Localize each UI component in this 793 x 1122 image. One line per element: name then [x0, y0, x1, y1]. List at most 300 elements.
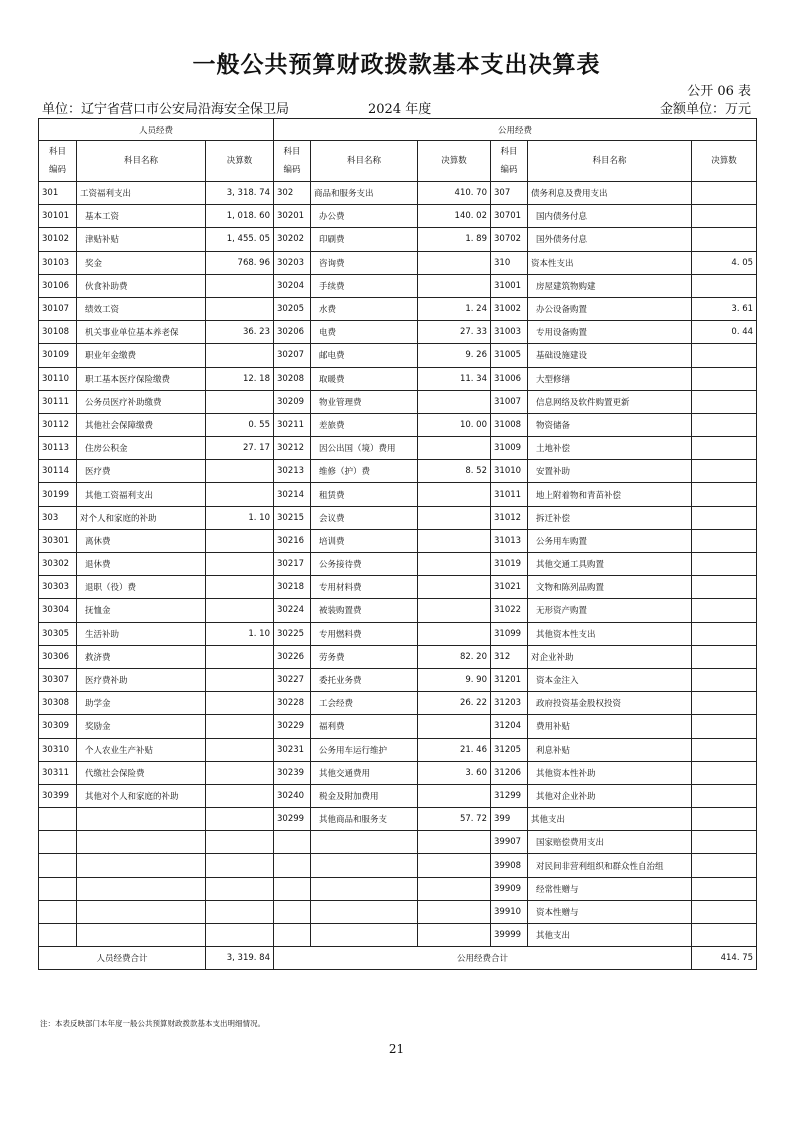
public-name: 国内债务付息 [528, 205, 692, 228]
public-name: 资本性支出 [528, 251, 692, 274]
personnel-amount [206, 460, 274, 483]
personnel-amount: 1. 10 [206, 506, 274, 529]
public-name: 税金及附加费用 [311, 784, 418, 807]
public-amount: 3. 61 [692, 297, 757, 320]
public-amount [692, 668, 757, 691]
public-amount: 27. 33 [418, 321, 491, 344]
public-amount [418, 390, 491, 413]
table-row [39, 321, 757, 344]
table-row [39, 622, 757, 645]
table-row [39, 715, 757, 738]
table-row [39, 761, 757, 784]
table-row [39, 831, 757, 854]
table-row [39, 483, 757, 506]
public-code: 30702 [491, 228, 528, 251]
public-header: 公用经费 [274, 119, 757, 141]
public-code: 30213 [274, 460, 311, 483]
public-amount [418, 274, 491, 297]
public-name: 维修（护）费 [311, 460, 418, 483]
public-amount: 10. 00 [418, 413, 491, 436]
public-amount [692, 738, 757, 761]
personnel-code: 30307 [39, 668, 77, 691]
personnel-name: 伙食补助费 [77, 274, 206, 297]
personnel-code: 30399 [39, 784, 77, 807]
code-header: 科目 编码 [274, 141, 311, 182]
personnel-total-label: 人员经费合计 [39, 947, 206, 970]
public-amount [692, 228, 757, 251]
personnel-name: 助学金 [77, 692, 206, 715]
personnel-name: 对个人和家庭的补助 [77, 506, 206, 529]
table-row [39, 576, 757, 599]
public-code: 31205 [491, 738, 528, 761]
personnel-name: 代缴社会保险费 [77, 761, 206, 784]
personnel-amount [206, 692, 274, 715]
table-row [39, 251, 757, 274]
public-name: 经常性赠与 [528, 877, 692, 900]
personnel-amount [206, 274, 274, 297]
personnel-name: 救济费 [77, 645, 206, 668]
personnel-name: 奖励金 [77, 715, 206, 738]
public-name: 邮电费 [311, 344, 418, 367]
public-name: 手续费 [311, 274, 418, 297]
public-name: 专用设备购置 [528, 321, 692, 344]
public-name: 土地补偿 [528, 437, 692, 460]
public-amount: 26. 22 [418, 692, 491, 715]
public-name [311, 900, 418, 923]
public-amount [692, 483, 757, 506]
personnel-amount [206, 924, 274, 947]
public-name: 差旅费 [311, 413, 418, 436]
personnel-code: 30306 [39, 645, 77, 668]
table-row [39, 924, 757, 947]
public-amount: 8. 52 [418, 460, 491, 483]
public-code: 30215 [274, 506, 311, 529]
public-name: 工会经费 [311, 692, 418, 715]
public-code [274, 877, 311, 900]
public-amount [418, 784, 491, 807]
public-name: 物资储备 [528, 413, 692, 436]
public-name [311, 831, 418, 854]
public-amount: 0. 44 [692, 321, 757, 344]
public-name: 办公费 [311, 205, 418, 228]
public-amount: 11. 34 [418, 367, 491, 390]
personnel-amount [206, 738, 274, 761]
public-name: 公务接待费 [311, 553, 418, 576]
personnel-code: 30107 [39, 297, 77, 320]
public-amount [692, 390, 757, 413]
personnel-name: 退职（役）费 [77, 576, 206, 599]
public-code: 31299 [491, 784, 528, 807]
personnel-amount [206, 344, 274, 367]
personnel-code [39, 924, 77, 947]
public-amount [418, 924, 491, 947]
public-code: 31005 [491, 344, 528, 367]
public-name: 无形资产购置 [528, 599, 692, 622]
public-code: 31204 [491, 715, 528, 738]
table-row [39, 900, 757, 923]
public-code: 31012 [491, 506, 528, 529]
public-amount [692, 924, 757, 947]
personnel-name [77, 877, 206, 900]
public-code: 30209 [274, 390, 311, 413]
table-row [39, 228, 757, 251]
public-name: 因公出国（境）费用 [311, 437, 418, 460]
public-code: 31022 [491, 599, 528, 622]
personnel-code: 30112 [39, 413, 77, 436]
public-name: 专用材料费 [311, 576, 418, 599]
report-year: 2024 年度 [368, 102, 432, 117]
public-amount: 410. 70 [418, 182, 491, 205]
personnel-name: 退休费 [77, 553, 206, 576]
table-row [39, 182, 757, 205]
public-code: 30701 [491, 205, 528, 228]
public-amount [692, 506, 757, 529]
public-name: 其他交通工具购置 [528, 553, 692, 576]
public-name: 其他商品和服务支 [311, 808, 418, 831]
table-row [39, 529, 757, 552]
personnel-amount: 12. 18 [206, 367, 274, 390]
personnel-amount: 1, 455. 05 [206, 228, 274, 251]
public-code: 39908 [491, 854, 528, 877]
public-amount: 9. 90 [418, 668, 491, 691]
personnel-name: 基本工资 [77, 205, 206, 228]
public-name: 资本金注入 [528, 668, 692, 691]
table-row [39, 274, 757, 297]
personnel-amount: 1, 018. 60 [206, 205, 274, 228]
public-name: 其他支出 [528, 924, 692, 947]
personnel-name: 离休费 [77, 529, 206, 552]
personnel-code: 30305 [39, 622, 77, 645]
public-code: 307 [491, 182, 528, 205]
public-amount [418, 877, 491, 900]
public-code: 31019 [491, 553, 528, 576]
table-header-group-row [39, 119, 757, 141]
personnel-name: 职业年金缴费 [77, 344, 206, 367]
personnel-amount [206, 576, 274, 599]
table-row [39, 645, 757, 668]
public-amount [692, 367, 757, 390]
personnel-amount [206, 599, 274, 622]
public-code [274, 924, 311, 947]
personnel-name: 医疗费补助 [77, 668, 206, 691]
public-code: 30226 [274, 645, 311, 668]
public-code: 30212 [274, 437, 311, 460]
public-amount [692, 645, 757, 668]
public-amount [418, 251, 491, 274]
personnel-code: 30102 [39, 228, 77, 251]
public-code: 31006 [491, 367, 528, 390]
personnel-code: 30303 [39, 576, 77, 599]
personnel-amount [206, 297, 274, 320]
personnel-name [77, 808, 206, 831]
public-code: 30240 [274, 784, 311, 807]
personnel-code: 30110 [39, 367, 77, 390]
personnel-amount: 768. 96 [206, 251, 274, 274]
public-amount [692, 553, 757, 576]
personnel-amount: 0. 55 [206, 413, 274, 436]
public-code: 30216 [274, 529, 311, 552]
public-name: 费用补贴 [528, 715, 692, 738]
public-amount [692, 622, 757, 645]
personnel-name: 公务员医疗补助缴费 [77, 390, 206, 413]
personnel-amount [206, 854, 274, 877]
name-header: 科目名称 [528, 141, 692, 182]
personnel-amount [206, 808, 274, 831]
public-code: 30228 [274, 692, 311, 715]
public-code: 30204 [274, 274, 311, 297]
table-row [39, 668, 757, 691]
public-name: 专用燃料费 [311, 622, 418, 645]
public-name: 公务用车购置 [528, 529, 692, 552]
personnel-code: 30113 [39, 437, 77, 460]
public-name: 对企业补助 [528, 645, 692, 668]
public-amount: 57. 72 [418, 808, 491, 831]
public-name [311, 877, 418, 900]
public-name: 物业管理费 [311, 390, 418, 413]
personnel-amount [206, 831, 274, 854]
public-code: 31009 [491, 437, 528, 460]
reporting-unit: 单位：辽宁省营口市公安局沿海安全保卫局 [42, 102, 290, 117]
public-name: 对民间非营利组织和群众性自治组 [528, 854, 692, 877]
public-code: 30214 [274, 483, 311, 506]
public-code: 31201 [491, 668, 528, 691]
footnote: 注：本表反映部门本年度一般公共预算财政拨款基本支出明细情况。 [40, 1019, 265, 1028]
personnel-code [39, 900, 77, 923]
public-name [311, 924, 418, 947]
amount-header: 决算数 [418, 141, 491, 182]
public-amount [692, 877, 757, 900]
personnel-code: 30311 [39, 761, 77, 784]
personnel-amount [206, 715, 274, 738]
public-name: 其他支出 [528, 808, 692, 831]
public-name: 其他资本性补助 [528, 761, 692, 784]
personnel-code [39, 877, 77, 900]
public-code: 30203 [274, 251, 311, 274]
personnel-amount: 1. 10 [206, 622, 274, 645]
public-amount [692, 715, 757, 738]
public-code: 39910 [491, 900, 528, 923]
public-name: 被装购置费 [311, 599, 418, 622]
personnel-code: 30101 [39, 205, 77, 228]
table-row [39, 599, 757, 622]
public-code: 31007 [491, 390, 528, 413]
public-code: 39909 [491, 877, 528, 900]
personnel-name: 抚恤金 [77, 599, 206, 622]
code-header: 科目 编码 [39, 141, 77, 182]
personnel-name [77, 831, 206, 854]
public-name: 咨询费 [311, 251, 418, 274]
personnel-code: 303 [39, 506, 77, 529]
public-name: 办公设备购置 [528, 297, 692, 320]
personnel-name: 医疗费 [77, 460, 206, 483]
table-row [39, 390, 757, 413]
public-name: 其他资本性支出 [528, 622, 692, 645]
page-number: 21 [388, 1042, 405, 1056]
personnel-name: 工资福利支出 [77, 182, 206, 205]
name-header: 科目名称 [311, 141, 418, 182]
public-name: 国家赔偿费用支出 [528, 831, 692, 854]
public-amount: 4. 05 [692, 251, 757, 274]
code-header: 科目 编码 [491, 141, 528, 182]
public-code: 30299 [274, 808, 311, 831]
public-code: 30229 [274, 715, 311, 738]
table-row [39, 367, 757, 390]
public-code: 30205 [274, 297, 311, 320]
table-row [39, 344, 757, 367]
public-amount [692, 274, 757, 297]
public-name: 福利费 [311, 715, 418, 738]
public-name: 债务利息及费用支出 [528, 182, 692, 205]
form-code: 公开 06 表 [687, 84, 751, 99]
public-amount [418, 576, 491, 599]
public-amount [418, 831, 491, 854]
personnel-name: 职工基本医疗保险缴费 [77, 367, 206, 390]
public-code: 30224 [274, 599, 311, 622]
public-code: 302 [274, 182, 311, 205]
personnel-header: 人员经费 [39, 119, 274, 141]
table-row [39, 553, 757, 576]
public-amount [418, 483, 491, 506]
public-name: 电费 [311, 321, 418, 344]
public-name: 会议费 [311, 506, 418, 529]
public-name: 其他对企业补助 [528, 784, 692, 807]
personnel-amount [206, 529, 274, 552]
table-row [39, 506, 757, 529]
public-amount: 82. 20 [418, 645, 491, 668]
public-code: 31013 [491, 529, 528, 552]
public-code: 30201 [274, 205, 311, 228]
table-row [39, 692, 757, 715]
personnel-name: 生活补助 [77, 622, 206, 645]
table-row [39, 205, 757, 228]
public-amount [418, 599, 491, 622]
table-row [39, 738, 757, 761]
personnel-name: 奖金 [77, 251, 206, 274]
public-code: 30211 [274, 413, 311, 436]
public-code: 30225 [274, 622, 311, 645]
public-amount [692, 344, 757, 367]
public-name: 基础设施建设 [528, 344, 692, 367]
public-name: 印刷费 [311, 228, 418, 251]
personnel-amount: 3, 318. 74 [206, 182, 274, 205]
public-amount: 3. 60 [418, 761, 491, 784]
public-total-label: 公用经费合计 [274, 947, 692, 970]
public-amount [692, 900, 757, 923]
personnel-amount: 27. 17 [206, 437, 274, 460]
public-amount [692, 460, 757, 483]
public-code: 30227 [274, 668, 311, 691]
personnel-name [77, 900, 206, 923]
personnel-amount [206, 900, 274, 923]
personnel-code [39, 854, 77, 877]
public-amount [692, 437, 757, 460]
public-amount: 1. 24 [418, 297, 491, 320]
personnel-name: 其他工资福利支出 [77, 483, 206, 506]
public-code [274, 900, 311, 923]
table-row [39, 854, 757, 877]
table-row [39, 437, 757, 460]
public-code: 31203 [491, 692, 528, 715]
public-amount [418, 553, 491, 576]
page-title: 一般公共预算财政拨款基本支出决算表 [192, 52, 601, 78]
personnel-code: 30114 [39, 460, 77, 483]
public-code: 30208 [274, 367, 311, 390]
money-unit: 金额单位：万元 [659, 102, 751, 117]
personnel-name: 个人农业生产补贴 [77, 738, 206, 761]
public-amount [692, 761, 757, 784]
public-name: 政府投资基金股权投资 [528, 692, 692, 715]
public-code: 30218 [274, 576, 311, 599]
public-code: 39907 [491, 831, 528, 854]
public-name: 水费 [311, 297, 418, 320]
personnel-amount [206, 668, 274, 691]
public-name: 大型修缮 [528, 367, 692, 390]
public-name: 文物和陈列品购置 [528, 576, 692, 599]
public-amount: 21. 46 [418, 738, 491, 761]
personnel-code: 30308 [39, 692, 77, 715]
public-code: 31021 [491, 576, 528, 599]
personnel-code [39, 808, 77, 831]
public-name: 安置补助 [528, 460, 692, 483]
public-total-value: 414. 75 [692, 947, 757, 970]
table-header-row [39, 141, 757, 182]
personnel-code: 30108 [39, 321, 77, 344]
public-amount [418, 854, 491, 877]
personnel-code [39, 831, 77, 854]
personnel-code: 30309 [39, 715, 77, 738]
public-name: 委托业务费 [311, 668, 418, 691]
public-amount [692, 692, 757, 715]
public-code: 30206 [274, 321, 311, 344]
personnel-code: 30302 [39, 553, 77, 576]
public-code [274, 831, 311, 854]
public-name [311, 854, 418, 877]
public-amount: 1. 89 [418, 228, 491, 251]
personnel-code: 30106 [39, 274, 77, 297]
table-row [39, 460, 757, 483]
public-amount [692, 808, 757, 831]
personnel-amount [206, 645, 274, 668]
personnel-code: 301 [39, 182, 77, 205]
public-code: 312 [491, 645, 528, 668]
public-code: 30217 [274, 553, 311, 576]
public-code: 31206 [491, 761, 528, 784]
public-amount [418, 437, 491, 460]
public-name: 租赁费 [311, 483, 418, 506]
personnel-name: 其他社会保障缴费 [77, 413, 206, 436]
public-amount [418, 715, 491, 738]
public-amount [692, 413, 757, 436]
public-name: 利息补贴 [528, 738, 692, 761]
personnel-amount [206, 761, 274, 784]
public-name: 拆迁补偿 [528, 506, 692, 529]
public-code: 31099 [491, 622, 528, 645]
personnel-amount [206, 390, 274, 413]
personnel-amount [206, 553, 274, 576]
public-amount [692, 205, 757, 228]
personnel-amount: 36. 23 [206, 321, 274, 344]
personnel-code: 30301 [39, 529, 77, 552]
public-code: 30207 [274, 344, 311, 367]
public-name: 劳务费 [311, 645, 418, 668]
public-amount: 140. 02 [418, 205, 491, 228]
public-code: 31001 [491, 274, 528, 297]
public-amount: 9. 26 [418, 344, 491, 367]
name-header: 科目名称 [77, 141, 206, 182]
public-code: 31003 [491, 321, 528, 344]
public-name: 房屋建筑物购建 [528, 274, 692, 297]
public-name: 公务用车运行维护 [311, 738, 418, 761]
